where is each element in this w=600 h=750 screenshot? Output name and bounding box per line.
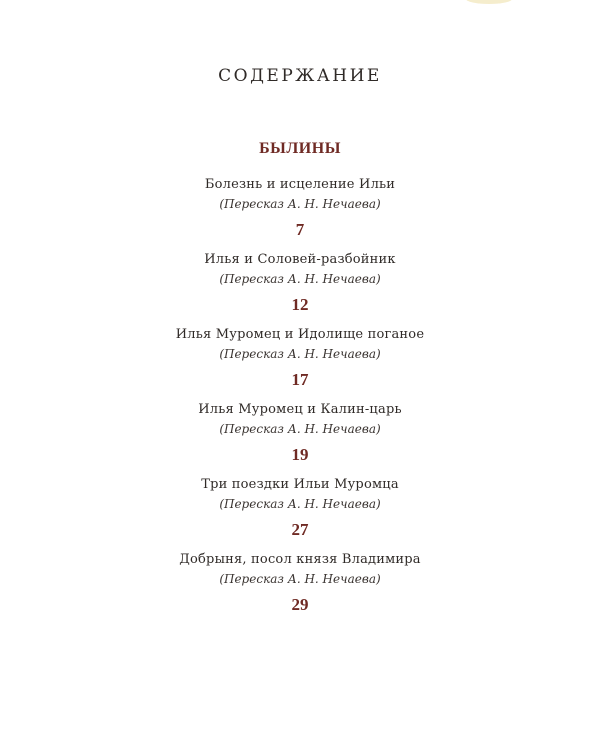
entry-page-number: 12 (291, 295, 309, 314)
entry-title: Илья и Соловей-разбойник (204, 252, 396, 267)
toc-entry (0, 399, 600, 474)
entry-page-number: 29 (291, 595, 309, 614)
entry-credit: (Пересказ А. Н. Нечаева) (219, 197, 381, 211)
entry-title: Илья Муромец и Идолище поганое (175, 327, 425, 342)
page-corner-stain (466, 0, 512, 4)
toc-entry (0, 174, 600, 249)
toc-entry (0, 324, 600, 399)
entry-title: Три поездки Ильи Муромца (201, 477, 399, 492)
entry-page-number: 19 (291, 445, 309, 464)
contents-heading: СОДЕРЖАНИЕ (218, 66, 382, 86)
entry-title: Болезнь и исцеление Ильи (204, 177, 396, 192)
entry-credit: (Пересказ А. Н. Нечаева) (219, 497, 381, 511)
table-of-contents (0, 174, 600, 624)
entry-credit: (Пересказ А. Н. Нечаева) (219, 572, 381, 586)
entry-page-number: 17 (291, 370, 309, 389)
entry-credit: (Пересказ А. Н. Нечаева) (219, 272, 381, 286)
toc-entry (0, 249, 600, 324)
entry-title: Илья Муромец и Калин-царь (198, 402, 402, 417)
entry-title: Добрыня, посол князя Владимира (179, 552, 421, 567)
entry-credit: (Пересказ А. Н. Нечаева) (219, 422, 381, 436)
entry-page-number: 27 (291, 520, 309, 539)
entry-credit: (Пересказ А. Н. Нечаева) (219, 347, 381, 361)
toc-entry (0, 549, 600, 624)
section-heading: БЫЛИНЫ (259, 140, 341, 157)
toc-entry (0, 474, 600, 549)
entry-page-number: 7 (295, 220, 305, 239)
